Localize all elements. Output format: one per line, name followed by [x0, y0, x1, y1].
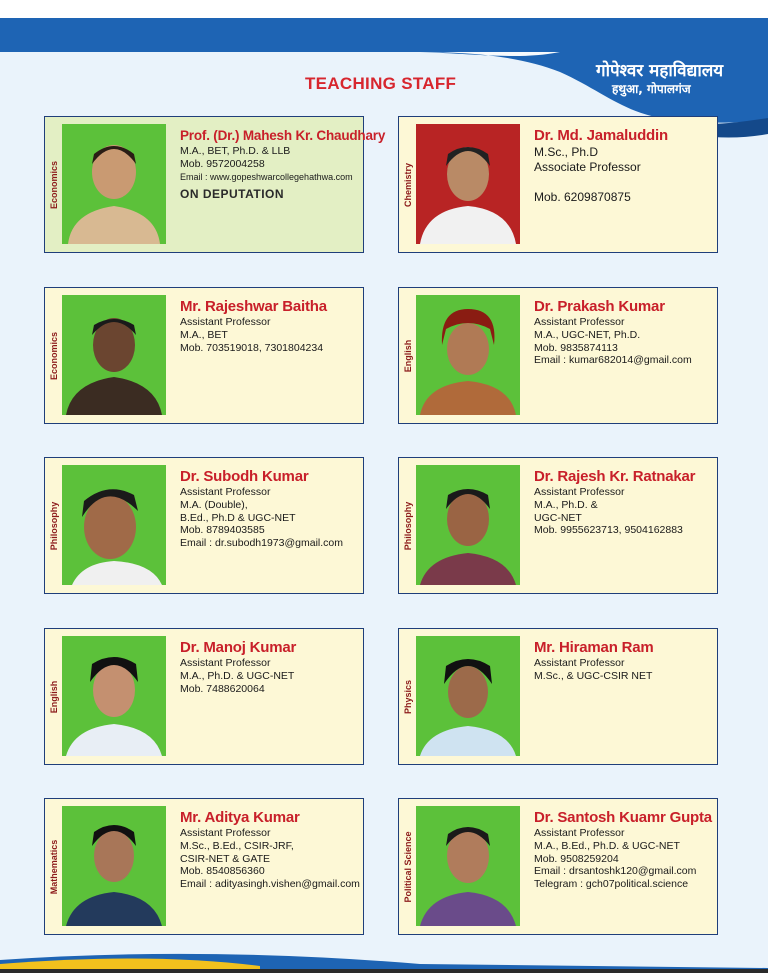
department-label: Philosophy: [403, 501, 413, 550]
staff-name: Dr. Md. Jamaluddin: [534, 127, 668, 144]
staff-name: Dr. Subodh Kumar: [180, 468, 309, 485]
staff-detail: M.Sc., Ph.D: [534, 145, 599, 159]
staff-detail: Email : dr.subodh1973@gmail.com: [180, 537, 343, 550]
staff-name: Dr. Prakash Kumar: [534, 298, 665, 315]
staff-detail: Email : adityasingh.vishen@gmail.com: [180, 878, 360, 891]
staff-card: [398, 116, 718, 253]
person-photo-icon: [416, 465, 520, 585]
staff-detail: M.Sc., B.Ed., CSIR-JRF,: [180, 839, 294, 852]
staff-detail: Mob. 8540856360: [180, 865, 265, 878]
staff-name: Dr. Santosh Kuamr Gupta: [534, 809, 712, 826]
staff-card: [44, 457, 364, 594]
staff-name: Mr. Hiraman Ram: [534, 639, 654, 656]
staff-detail: UGC-NET: [534, 511, 582, 524]
staff-name: Mr. Aditya Kumar: [180, 809, 300, 826]
staff-card: [398, 457, 718, 594]
staff-detail: Mob. 9572004258: [180, 157, 265, 170]
staff-detail: M.A., Ph.D. &: [534, 498, 598, 511]
staff-detail: Mob. 9955623713, 9504162883: [534, 524, 683, 537]
person-photo-icon: [62, 465, 166, 585]
staff-detail: Mob. 9835874113: [534, 341, 618, 354]
staff-detail: M.Sc., & UGC-CSIR NET: [534, 669, 653, 682]
staff-card: [44, 287, 364, 424]
staff-detail: M.A. (Double),: [180, 498, 248, 511]
department-label: Physics: [403, 679, 413, 714]
staff-detail: Mob. 9508259204: [534, 852, 619, 865]
staff-detail: Email : kumar682014@gmail.com: [534, 354, 692, 367]
staff-detail: M.A., BET, Ph.D. & LLB: [180, 145, 291, 157]
staff-detail: CSIR-NET & GATE: [180, 852, 271, 865]
staff-card: [398, 798, 718, 935]
deputation-note: ON DEPUTATION: [180, 187, 285, 202]
person-photo-icon: [62, 636, 166, 756]
staff-detail: B.Ed., Ph.D & UGC-NET: [180, 511, 296, 524]
person-photo-icon: [416, 806, 520, 926]
staff-name: Dr. Rajesh Kr. Ratnakar: [534, 468, 696, 485]
staff-detail: Assistant Professor: [180, 316, 271, 328]
staff-detail: Email : www.gopeshwarcollegehathwa.com: [180, 171, 353, 182]
department-label: English: [49, 680, 59, 713]
staff-detail: Assistant Professor: [180, 827, 271, 839]
college-name: गोपेश्वर महाविद्यालय: [596, 61, 724, 81]
person-photo-icon: [62, 806, 166, 926]
staff-detail: M.A., Ph.D. & UGC-NET: [180, 669, 295, 682]
staff-detail: Assistant Professor: [534, 316, 625, 328]
staff-detail: Assistant Professor: [534, 827, 625, 839]
staff-detail: M.A., B.Ed., Ph.D. & UGC-NET: [534, 839, 680, 852]
staff-detail: Email : drsantoshk120@gmail.com: [534, 865, 697, 878]
department-label: Philosophy: [49, 501, 59, 550]
person-photo-icon: [416, 124, 520, 244]
staff-detail: Assistant Professor: [534, 657, 625, 669]
department-label: English: [403, 339, 413, 372]
staff-card: [398, 628, 718, 765]
college-location: हथुआ, गोपालगंज: [612, 82, 691, 96]
staff-detail: Mob. 6209870875: [534, 190, 631, 204]
staff-detail: M.A., BET: [180, 328, 228, 341]
department-label: Chemistry: [403, 162, 413, 207]
person-photo-icon: [62, 124, 166, 244]
department-label: Economics: [49, 160, 59, 209]
staff-detail: Mob. 8789403585: [180, 524, 265, 537]
staff-detail: Assistant Professor: [534, 486, 625, 498]
staff-card: [44, 628, 364, 765]
staff-detail: Mob. 703519018, 7301804234: [180, 341, 324, 354]
staff-detail: M.A., UGC-NET, Ph.D.: [534, 328, 641, 341]
staff-name: Prof. (Dr.) Mahesh Kr. Chaudhary: [180, 128, 386, 143]
department-label: Political Science: [403, 830, 413, 903]
staff-detail: Associate Professor: [534, 160, 641, 174]
staff-card: [44, 798, 364, 935]
department-label: Mathematics: [49, 839, 59, 894]
footer-swoosh: [0, 950, 768, 973]
staff-card: [44, 116, 386, 253]
person-photo-icon: [416, 636, 520, 756]
staff-detail: Telegram : gch07political.science: [534, 878, 689, 891]
staff-detail: Mob. 7488620064: [180, 682, 265, 695]
person-photo-icon: [62, 295, 166, 415]
person-photo-icon: [416, 295, 520, 415]
department-label: Economics: [49, 331, 59, 380]
page-title: TEACHING STAFF: [305, 74, 457, 93]
staff-name: Dr. Manoj Kumar: [180, 639, 297, 656]
staff-detail: Assistant Professor: [180, 657, 271, 669]
staff-name: Mr. Rajeshwar Baitha: [180, 298, 327, 315]
staff-card: [398, 287, 718, 424]
staff-detail: [534, 175, 714, 190]
staff-detail: Assistant Professor: [180, 486, 271, 498]
